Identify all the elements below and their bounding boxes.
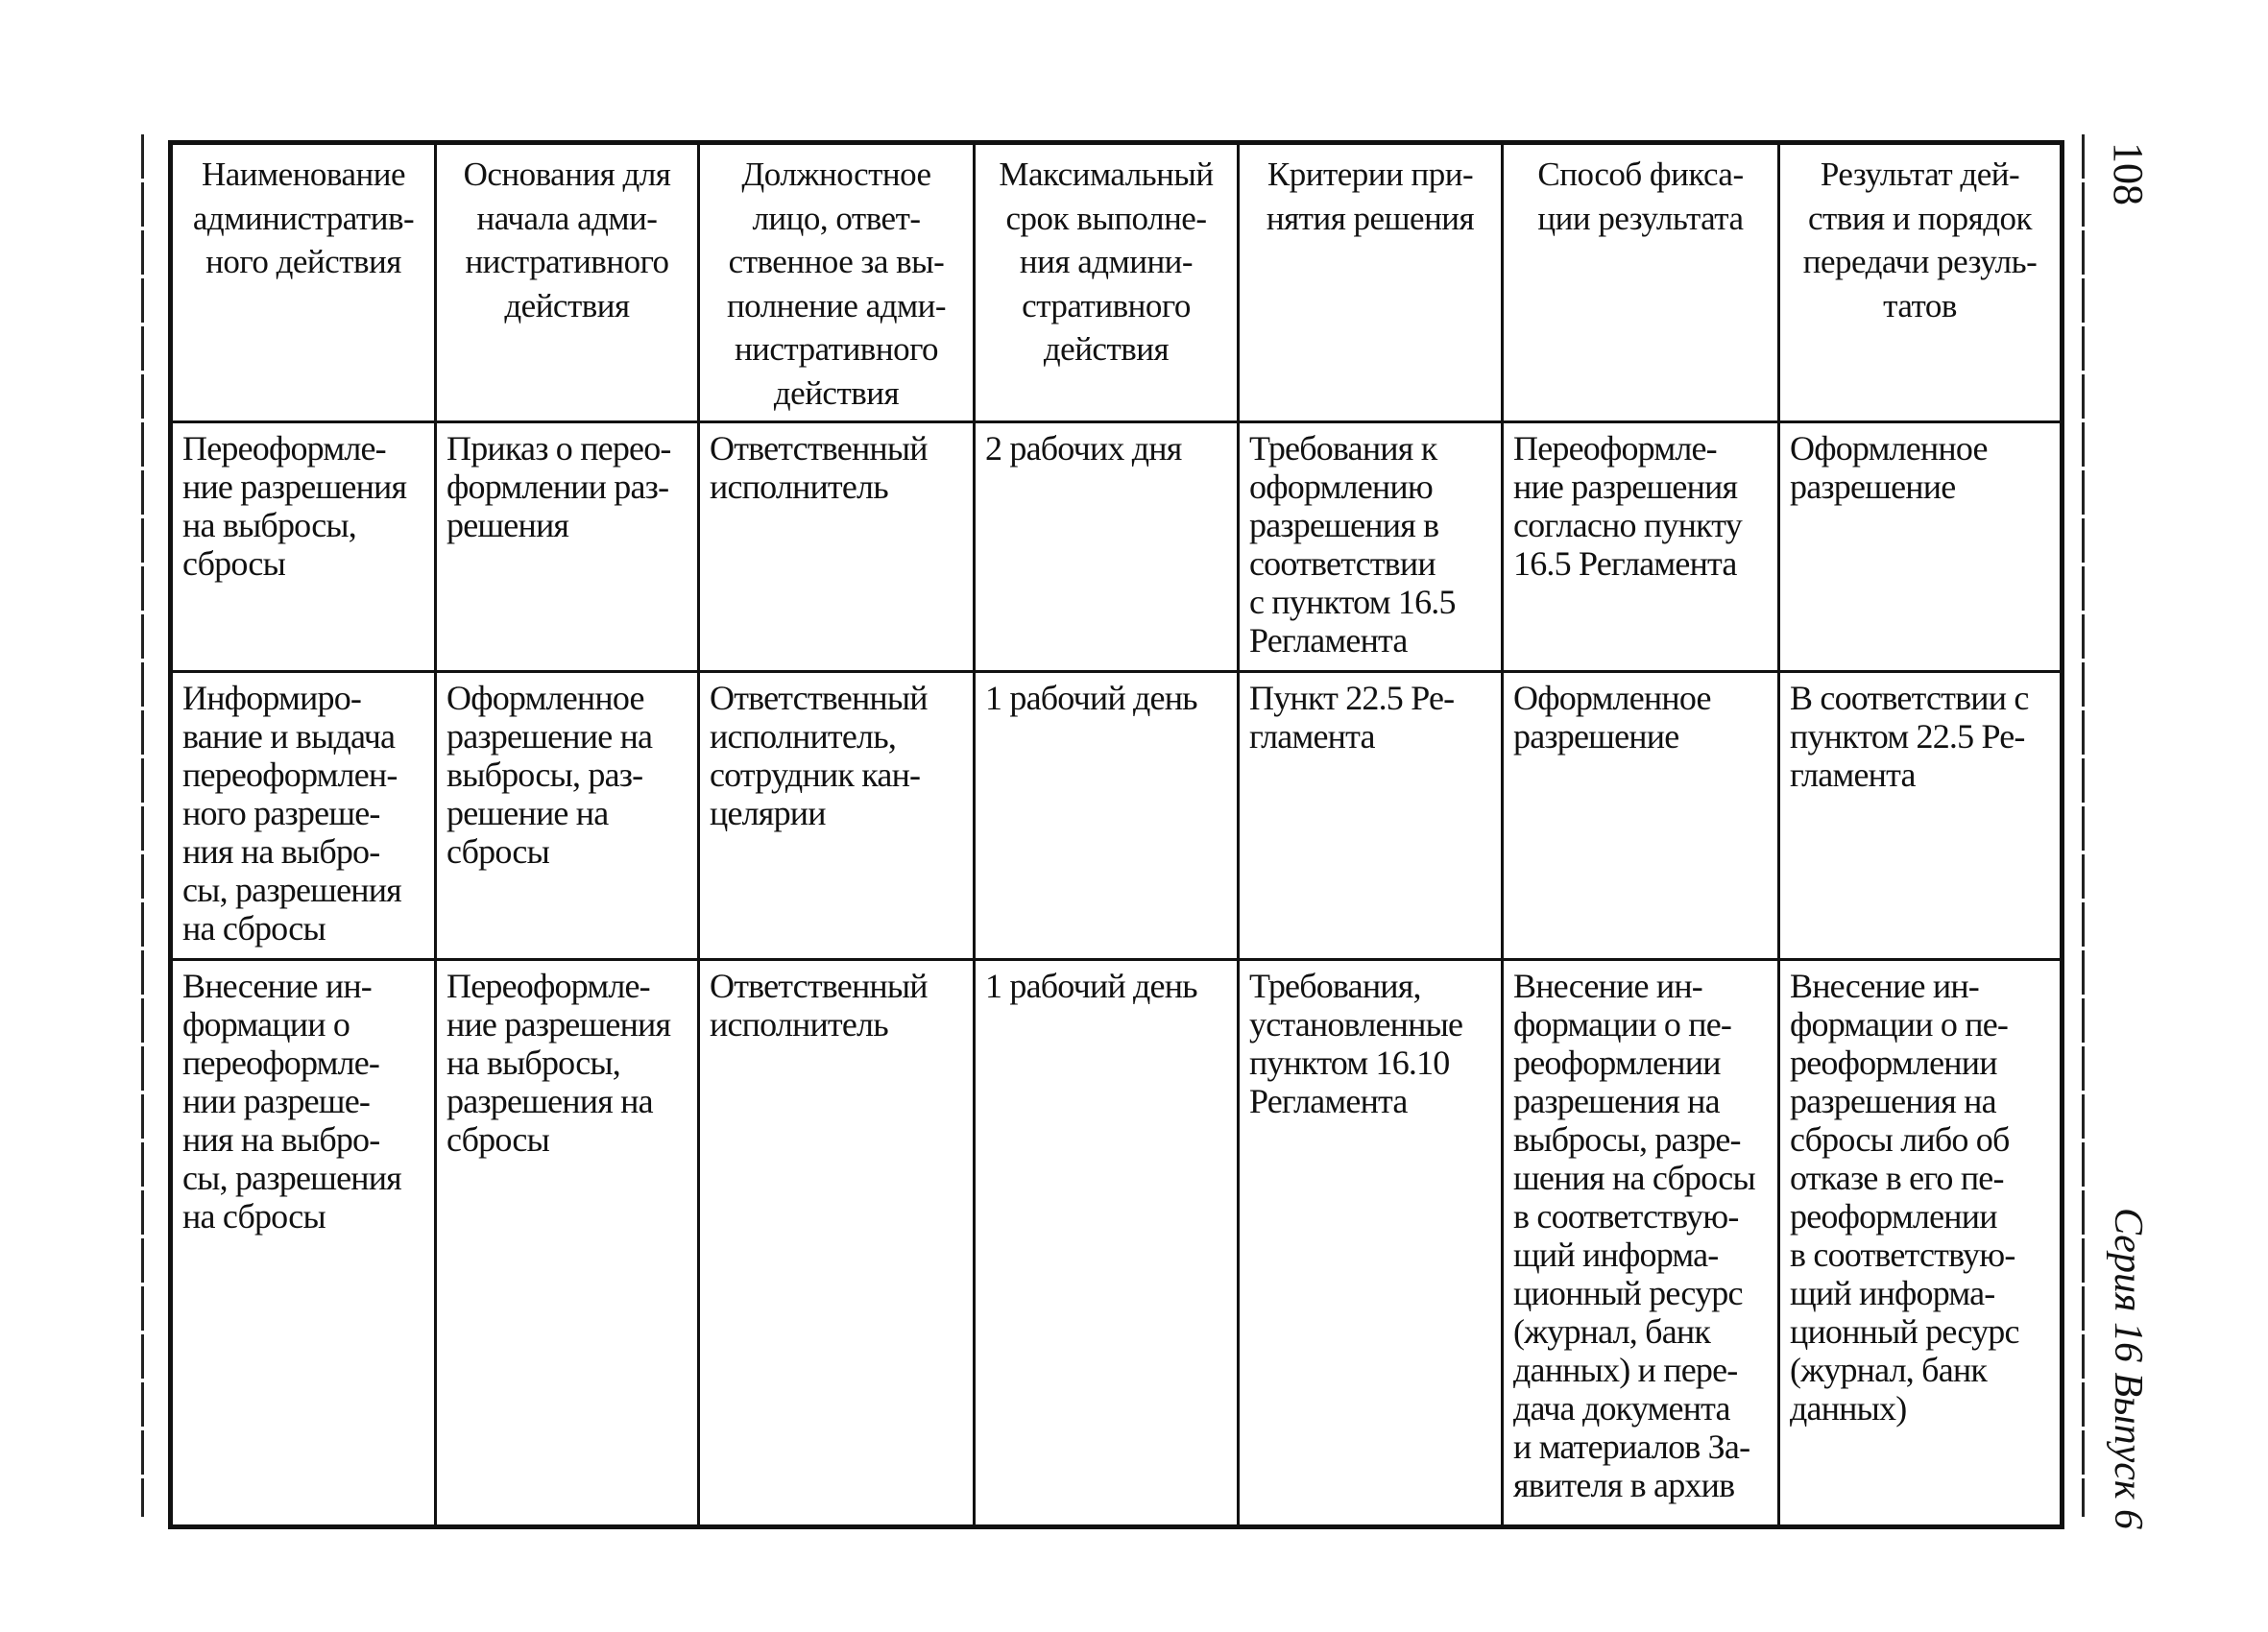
header-cell [1503,143,1779,422]
cell-line: сотрудник кан- [710,756,921,794]
cell-line: целярии [710,794,826,832]
cell-line: начала адми- [476,199,658,237]
cell-line: Результат дей- [1820,156,2020,193]
cell-line: на сбросы [182,1197,326,1236]
cell-line: соответствии [1249,544,1436,583]
cell-line: разрешения на [1513,1082,1720,1120]
header-cell [171,143,436,422]
cell-line: действия [504,286,630,324]
table-cell [171,672,436,960]
cell-line: отказе в его пе- [1790,1159,2004,1197]
header-cell [1239,143,1503,422]
cell-line: гламента [1249,717,1375,756]
cell-line: в соответствую- [1513,1197,1739,1236]
cell-line: Ответственный [710,679,928,717]
cell-line: ного разреше- [182,794,380,832]
cell-line: Способ фикса- [1537,156,1744,193]
cell-line: разрешения на [1790,1082,1996,1120]
cell-line: Информиро- [182,679,362,717]
cell-line: срок выполне- [1005,199,1207,237]
cell-line: разрешения в [1249,506,1439,544]
cell-line: полнение адми- [726,286,947,324]
cell-line: действия [1043,330,1170,368]
cell-line: данных) [1790,1389,1907,1428]
cell-line: В соответствии с [1790,679,2029,717]
table-row [171,672,2063,960]
cell-line: согласно пункту [1513,506,1742,544]
cell-line: ционный ресурс [1513,1274,1743,1312]
cell-line: исполнитель [710,468,888,506]
cell-line: Переоформле- [182,429,386,468]
procedure-table [168,140,2064,1529]
table-cell [975,960,1239,1527]
table-cell [1503,422,1779,672]
cell-line: Оформленное [1513,679,1711,717]
cell-line: выбросы, раз- [446,756,643,794]
cell-line: 1 рабочий день [985,679,1197,717]
page-number: 108 [2105,142,2152,205]
cell-line: ственное за вы- [728,243,945,280]
cell-line: переоформлен- [182,756,398,794]
cell-line: ния админи- [1019,243,1194,280]
cell-line: ции результата [1537,199,1744,237]
table-cell [699,672,975,960]
cell-line: решения [446,506,569,544]
cell-line: разрешение [1790,468,1956,506]
series-label: Серия 16 Выпуск 6 [2106,1208,2150,1529]
table-cell [1779,960,2063,1527]
cell-line: Оформленное [1790,429,1988,468]
cell-line: Внесение ин- [1513,967,1702,1005]
cell-line: Оформленное [446,679,644,717]
table-cell [1239,422,1503,672]
cell-line: реоформлении [1790,1044,1997,1082]
header-cell [436,143,699,422]
cell-line: установленные [1249,1005,1463,1044]
cell-line: сбросы [446,1120,549,1159]
cell-line: оформлению [1249,468,1433,506]
table-cell [436,422,699,672]
cell-line: Ответственный [710,429,928,468]
cell-line: татов [1883,286,1957,324]
cell-line: реоформлении [1513,1044,1721,1082]
cell-line: (журнал, банк [1513,1312,1711,1351]
cell-line: Требования, [1249,967,1421,1005]
cell-line: Критерии при- [1267,156,1474,193]
cell-line: формлении раз- [446,468,669,506]
cell-line: Максимальный [999,156,1214,193]
cell-line: сбросы [446,832,549,871]
header-row [171,143,2063,422]
table-cell [436,672,699,960]
cell-line: ного действия [205,243,401,280]
cell-line: явителя в архив [1513,1466,1735,1504]
right-margin-rule [2082,134,2085,1517]
cell-line: решение на [446,794,609,832]
cell-line: разрешение [1513,717,1679,756]
cell-line: Основания для [463,156,671,193]
cell-line: лицо, ответ- [752,199,921,237]
cell-line: сы, разрешения [182,871,401,909]
cell-line: ние разрешения [1513,468,1738,506]
cell-line: (журнал, банк [1790,1351,1988,1389]
cell-line: формации о [182,1005,350,1044]
cell-line: дача документа [1513,1389,1730,1428]
cell-line: 2 рабочих дня [985,429,1182,468]
cell-line: Наименование [201,156,406,193]
table-cell [1503,960,1779,1527]
cell-line: формации о пе- [1513,1005,1732,1044]
cell-line: данных) и пере- [1513,1351,1738,1389]
cell-line: сы, разрешения [182,1159,401,1197]
table-cell [171,960,436,1527]
cell-line: 16.5 Регламента [1513,544,1737,583]
cell-line: пунктом 16.10 [1249,1044,1450,1082]
cell-line: пунктом 22.5 Ре- [1790,717,2025,756]
table-cell [1779,672,2063,960]
table-cell [699,960,975,1527]
cell-line: ния на выбро- [182,832,380,871]
cell-line: нии разреше- [182,1082,371,1120]
cell-line: Переоформле- [1513,429,1717,468]
cell-line: исполнитель, [710,717,897,756]
cell-line: переоформле- [182,1044,380,1082]
cell-line: гламента [1790,756,1916,794]
cell-line: разрешение на [446,717,653,756]
cell-line: исполнитель [710,1005,888,1044]
cell-line: ния на выбро- [182,1120,380,1159]
cell-line: Требования к [1249,429,1437,468]
cell-line: Пункт 22.5 Ре- [1249,679,1455,717]
cell-line: сбросы [182,544,285,583]
table-cell [975,672,1239,960]
cell-line: на сбросы [182,909,326,948]
table-row [171,422,2063,672]
cell-line: и материалов За- [1513,1428,1750,1466]
cell-line: административ- [192,199,415,237]
cell-line: Приказ о переo- [446,429,671,468]
cell-line: щий информа- [1790,1274,1995,1312]
cell-line: нистративного [465,243,669,280]
cell-line: на выбросы, [182,506,357,544]
cell-line: щий информа- [1513,1236,1719,1274]
cell-line: стративного [1022,286,1191,324]
header-cell [1779,143,2063,422]
cell-line: действия [773,373,900,412]
table-cell [436,960,699,1527]
cell-line: Ответственный [710,967,928,1005]
cell-line: Внесение ин- [182,967,372,1005]
cell-line: ционный ресурс [1790,1312,2019,1351]
cell-line: шения на сбросы [1513,1159,1755,1197]
table-cell [699,422,975,672]
cell-line: ствия и порядок [1807,199,2033,237]
cell-line: Регламента [1249,1082,1408,1120]
cell-line: ние разрешения [446,1005,671,1044]
cell-line: реоформлении [1790,1197,1997,1236]
cell-line: выбросы, разре- [1513,1120,1741,1159]
header-cell [975,143,1239,422]
cell-line: разрешения на [446,1082,653,1120]
cell-line: Регламента [1249,621,1408,660]
header-cell [699,143,975,422]
cell-line: 1 рабочий день [985,967,1197,1005]
table-cell [975,422,1239,672]
cell-line: с пунктом 16.5 [1249,583,1456,621]
cell-line: нистративного [734,330,939,368]
left-margin-rule [141,134,144,1517]
cell-line: Должностное [741,156,931,193]
cell-line: ние разрешения [182,468,407,506]
cell-line: сбросы либо об [1790,1120,2010,1159]
cell-line: в соответствую- [1790,1236,2015,1274]
table-cell [1779,422,2063,672]
table-cell [1239,672,1503,960]
cell-line: формации о пе- [1790,1005,2009,1044]
table-row [171,960,2063,1527]
cell-line: передачи резуль- [1802,243,2038,280]
table-cell [1239,960,1503,1527]
cell-line: нятия решения [1266,199,1475,237]
table-cell [171,422,436,672]
cell-line: на выбросы, [446,1044,621,1082]
table-cell [1503,672,1779,960]
cell-line: Внесение ин- [1790,967,1979,1005]
cell-line: Переоформле- [446,967,650,1005]
cell-line: вание и выдача [182,717,396,756]
